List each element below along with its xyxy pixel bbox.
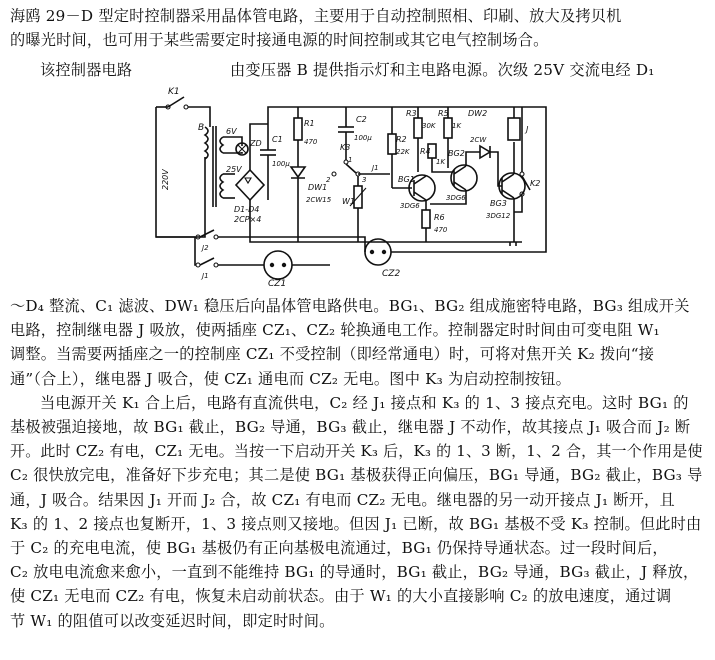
transformer-secondary-25v (220, 174, 223, 198)
bg3-leads (490, 142, 514, 242)
k3-contact-2 (332, 172, 336, 176)
label-dw1-val: 2CW15 (306, 196, 332, 204)
label-b: B (198, 123, 205, 133)
intro-paragraph (10, 4, 705, 52)
label-r4-val: 1K (436, 158, 446, 166)
label-c1-val: 100μ (272, 160, 290, 168)
label-25v: 25V (226, 165, 242, 174)
primary-return-wire (156, 157, 205, 237)
j1-contact-arm (200, 258, 214, 265)
body-line-2: 电路，控制继电器 J 吸放，使两插座 CZ₁、CZ₂ 轮换通电工作。控制器定时时间由可变电阻 W₁ (10, 321, 660, 340)
body-line-5: 当电源开关 K₁ 合上后，电路有直流供电，C₂ 经 J₁ 接点和 K₃ 的 1、3 接点充电。这时 BG₁ 的 (40, 393, 689, 412)
j1-contact-a (196, 263, 200, 267)
label-dw1: DW1 (308, 183, 328, 192)
intro-line-2: 的曝光时间，也可用于某些需要定时接通电源的时间控制或其它电气控制场合。 (10, 31, 549, 50)
label-c2: C2 (356, 115, 367, 124)
label-k3-n3: 3 (362, 176, 367, 184)
cz2-socket-icon (365, 239, 391, 265)
cz2-pin-b (382, 250, 386, 254)
body-line-1: ～D₄ 整流、C₁ 滤波、DW₁ 稳压后向晶体管电路供电。BG₁、BG₂ 组成施密特电路，BG₃ 组成开关 (10, 297, 690, 315)
label-bg2: BG2 (448, 149, 465, 158)
label-bg3-type: 3DG12 (486, 212, 511, 220)
cz2-feed-wire (218, 237, 365, 252)
label-r1-val: 470 (304, 138, 318, 146)
k3-switch-arm (346, 164, 356, 173)
label-r4: R4 (420, 147, 431, 156)
bridge-rectifier-icon (236, 170, 264, 200)
body-line-3: 调整。当需要两插座之一的控制座 CZ₁ 不受控制（即经常通电）时，可将对焦开关 K₂ 拨向“接 (10, 345, 655, 364)
j2-contact-b (214, 235, 218, 239)
label-6v: 6V (226, 127, 237, 136)
r5-resistor (444, 118, 452, 138)
ground-bus-wire (250, 200, 365, 242)
cz1-pin-a (270, 263, 274, 267)
label-bg2-type: 3DG6 (446, 194, 466, 202)
r3-resistor (414, 118, 422, 138)
label-k3-n1: 1 (348, 156, 353, 164)
label-k2: K2 (530, 179, 541, 188)
bridge-diode-icon (245, 178, 251, 183)
circuit-diagram (150, 82, 570, 287)
dw2-wire (466, 152, 480, 166)
body-line-13: 使 CZ₁ 无电而 CZ₂ 有电，恢复未启动前状态。由于 W₁ 的大小直接影响 C₂ 的放电速度，通过调 (10, 587, 672, 606)
dw1-wires (291, 178, 305, 242)
label-r6: R6 (434, 213, 445, 222)
caption-left: 该控制器电路 (40, 61, 133, 79)
bg2-transistor-icon (451, 165, 477, 191)
cz2-pin-a (370, 250, 374, 254)
label-r3: R3 (406, 109, 417, 118)
transformer-primary (205, 127, 208, 159)
caption-right: 由变压器 B 提供指示灯和主电路电源。次级 25V 交流电经 D₁ (230, 61, 655, 79)
body-line-7: 开。此时 CZ₂ 有电，CZ₁ 无电。当按一下启动开关 K₃ 后，K₃ 的 1、3 断，1、2 合，其一个作用是使 (10, 442, 703, 461)
label-j1-contact: J1 (202, 272, 209, 280)
label-zd: ZD (250, 139, 262, 148)
r1-resistor (294, 118, 302, 140)
label-d1d4: D1-D4 (234, 205, 260, 214)
circuit-caption (10, 58, 705, 82)
label-r6-val: 470 (434, 226, 448, 234)
label-dw2: DW2 (468, 109, 488, 118)
r2-resistor (388, 134, 396, 154)
indicator-lamp-cross (238, 145, 246, 153)
label-r1: R1 (304, 119, 315, 128)
label-d-spec: 2CP×4 (234, 215, 262, 224)
relay-coil-j (508, 118, 520, 140)
label-bg1: BG1 (398, 175, 415, 184)
body-paragraph (10, 294, 705, 633)
cz1-pin-b (282, 263, 286, 267)
label-r5-val: 1K (452, 122, 462, 130)
k1-switch (168, 97, 184, 107)
label-w1: W1 (342, 197, 355, 206)
body-line-6: 基极被强迫接地，故 BG₁ 截止，BG₂ 导通，BG₃ 截止，继电器 J 不动作，故其接点 J₁ 吸合而 J₂ 断 (10, 418, 691, 437)
label-k1: K1 (168, 87, 180, 97)
label-j2: J2 (202, 244, 209, 252)
label-k3-n2: 2 (326, 176, 331, 184)
body-line-4: 通”（合上），继电器 J 吸合，使 CZ₁ 通电而 CZ₂ 无电。图中 K₃ 为启动控制按钮。 (10, 369, 572, 388)
label-cz2: CZ2 (382, 269, 401, 279)
k2-switch (522, 176, 530, 190)
body-line-12: C₂ 放电电流愈来愈小，一直到不能维持 BG₁ 的导通时，BG₁ 截止，BG₂ 导通，BG₃ 截止，J 释放， (10, 563, 699, 582)
label-dw2-val: 2CW (470, 136, 487, 144)
j2-contact-arm (200, 230, 214, 237)
bg3-transistor-icon (499, 173, 525, 199)
label-bg1-type: 3DG6 (400, 202, 420, 210)
j1-contact-b (214, 263, 218, 267)
intro-line-1: 海鸥 29－D 型定时控制器采用晶体管电路，主要用于自动控制照相、印刷、放大及拷贝机 (10, 7, 622, 25)
label-c2-val: 100μ (354, 134, 372, 142)
label-k3: K3 (340, 143, 351, 152)
label-220v: 220V (161, 169, 170, 190)
body-line-8: C₂ 很快放完电，准备好下步充电；其二是使 BG₁ 基极获得正向偏压，BG₁ 导通，BG₂ 截止，BG₃ 导 (10, 466, 703, 485)
dw1-zener-icon (291, 167, 305, 177)
label-cz1: CZ1 (268, 279, 287, 287)
k2-contact-a (520, 172, 524, 176)
body-line-14: 节 W₁ 的阻值可以改变延迟时间，即定时时间。 (10, 611, 335, 630)
label-r3-val: 30K (422, 122, 436, 130)
cz1-socket-icon (264, 251, 292, 279)
caption-line (10, 58, 705, 82)
label-r5: R5 (438, 109, 449, 118)
label-c1: C1 (272, 135, 283, 144)
label-r2-val: 22K (396, 148, 410, 156)
r6-resistor (422, 210, 430, 228)
transformer-secondary-6v (220, 137, 223, 153)
label-j1: J1 (372, 164, 379, 172)
dw2-zener-icon (480, 146, 490, 158)
body-line-9: 通，J 吸合。结果因 J₁ 开而 J₂ 合，故 CZ₁ 有电而 CZ₂ 无电。继电器的另一动开接点 J₁ 断开，且 (10, 490, 675, 509)
label-bg3: BG3 (490, 199, 507, 208)
body-line-11: 于 C₂ 的充电电流，使 BG₁ 基极仍有正向基极电流通过，BG₁ 仍保持导通状态。过一段时间后， (10, 539, 668, 558)
label-r2: R2 (396, 135, 407, 144)
label-j: J (526, 125, 529, 134)
k1-contact-b (184, 105, 188, 109)
body-line-10: K₃ 的 1、2 接点也复断开，1、3 接点则又接地。但因 J₁ 已断，故 BG₁ 基极不受 K₃ 控制。但此时由 (10, 514, 702, 533)
